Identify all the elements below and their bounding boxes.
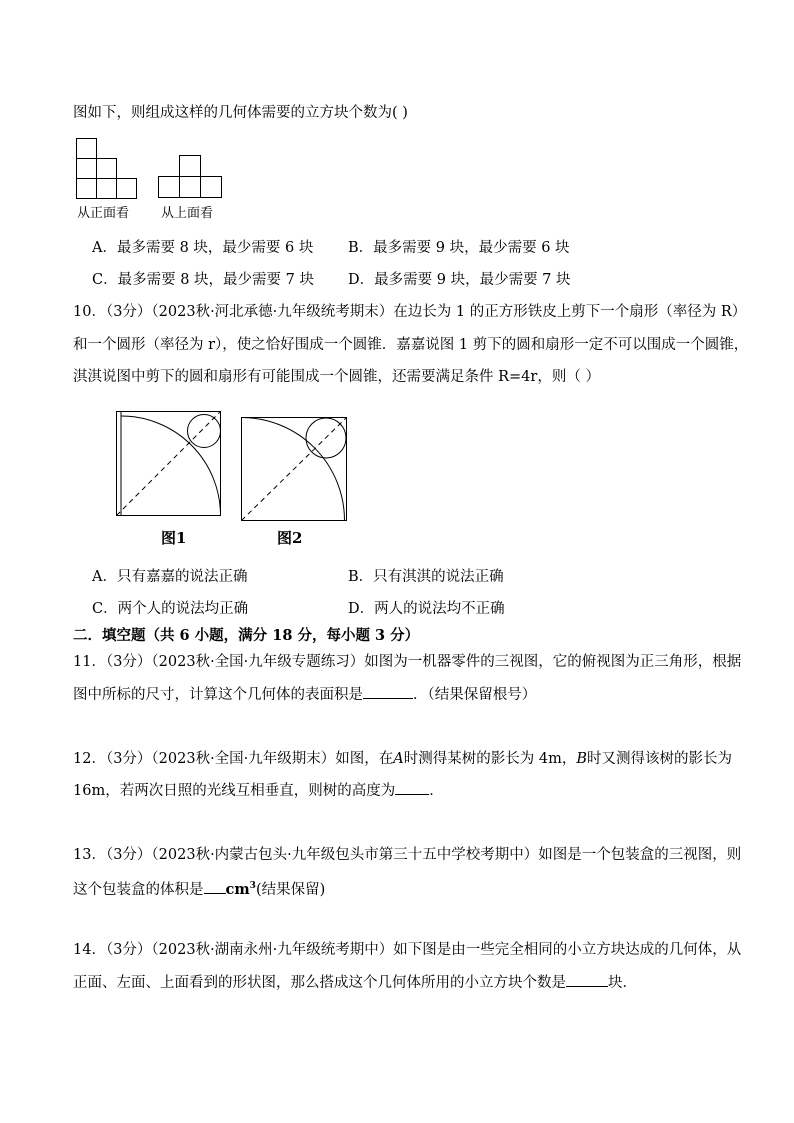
q13-answer-blank [204, 879, 226, 894]
q12-var-a: A [393, 751, 404, 767]
q13-line-2 [73, 876, 734, 900]
q14-line-2-text-b: 块． [608, 975, 637, 991]
q13-line-2-text-b: (结果保留) [255, 881, 326, 898]
q11-line-2-text-b: ．（结果保留根号） [413, 687, 537, 703]
q13-unit-sup: 3 [249, 881, 256, 891]
q12-var-b: B [576, 751, 588, 767]
q9-option-b: B．最多需要 9 块，最少需要 6 块 [348, 240, 570, 256]
section-heading-fill-in: 二．填空题（共 6 小题，满分 18 分，每小题 3 分） [73, 627, 420, 644]
q10-line-1: 10．（3分）（2023秋·河北承德·九年级统考期末）在边长为 1 的正方形铁皮上剪下一个扇形（率径为 R） [73, 304, 747, 320]
figure-2 [241, 417, 348, 521]
top-view-figure [158, 155, 224, 199]
q10-option-c: C．两个人的说法均正确 [92, 601, 249, 617]
q14-line-2-text-a: 正面、左面、上面看到的形状图，那么搭成这个几何体所用的小立方块个数是 [73, 975, 566, 991]
q9-option-c: C．最多需要 8 块，最少需要 7 块 [92, 272, 314, 288]
q13-line-1: 13．（3分）（2023秋·内蒙古包头·九年级包头市第三十五中学校考期中）如图是一个包装盒的三视图，则 [73, 847, 742, 863]
q10-option-a: A．只有嘉嘉的说法正确 [92, 569, 248, 585]
q11-answer-blank [363, 684, 413, 699]
q14-answer-blank [566, 972, 608, 987]
q12-line-1-text-b: 时测得某树的影长为 4m， [403, 751, 577, 767]
q12-answer-blank [395, 780, 429, 795]
q10-line-3: 淇淇说图中剪下的圆和扇形有可能围成一个圆锥，还需要满足条件 R=4r，则（ ） [73, 369, 600, 385]
q11-line-2-text-a: 图中所标的尺寸，计算这个几何体的表面积是 [73, 687, 363, 703]
figure-2-label: 图2 [277, 529, 303, 547]
front-view-label: 从正面看 [77, 206, 130, 221]
q11-line-1: 11．（3分）（2023秋·全国·九年级专题练习）如图为一机器零件的三视图，它的俯视图为正三角形，根据 [73, 654, 742, 670]
q13-unit: cm [225, 880, 250, 898]
q10-option-b: B．只有淇淇的说法正确 [348, 569, 504, 585]
q14-line-2 [73, 972, 734, 993]
figure-1-label: 图1 [161, 529, 187, 547]
q12-line-2 [73, 780, 734, 801]
front-view-figure [76, 138, 138, 200]
q12-line-2-text-b: ． [429, 783, 444, 799]
q13-line-2-text-a: 这个包装盒的体积是 [73, 881, 204, 898]
q11-line-2 [73, 684, 734, 705]
q9-option-a: A．最多需要 8 块，最少需要 6 块 [92, 240, 314, 256]
q10-option-d: D．两人的说法均不正确 [348, 601, 505, 617]
q12-line-1-text-c: 时又测得该树的影长为 [587, 751, 733, 767]
figure-1 [116, 411, 222, 517]
q14-line-1: 14．（3分）（2023秋·湖南永州·九年级统考期中）如下图是由一些完全相同的小立方块达成的几何体，从 [73, 942, 742, 958]
q10-line-2: 和一个圆形（率径为 r），使之恰好围成一个圆锥．嘉嘉说图 1 剪下的圆和扇形一定不可以围成一个圆锥， [73, 337, 749, 353]
q12-line-2-text-a: 16m，若两次日照的光线互相垂直，则树的高度为 [73, 783, 396, 799]
top-view-label: 从上面看 [161, 206, 214, 221]
q9-stem: 图如下，则组成这样的几何体需要的立方块个数为( ) [73, 105, 408, 121]
q9-option-d: D．最多需要 9 块，最少需要 7 块 [348, 272, 571, 288]
q12-line-1-text-a: 12．（3分）（2023秋·全国·九年级期末）如图，在 [73, 751, 394, 767]
q12-line-1 [73, 749, 734, 769]
